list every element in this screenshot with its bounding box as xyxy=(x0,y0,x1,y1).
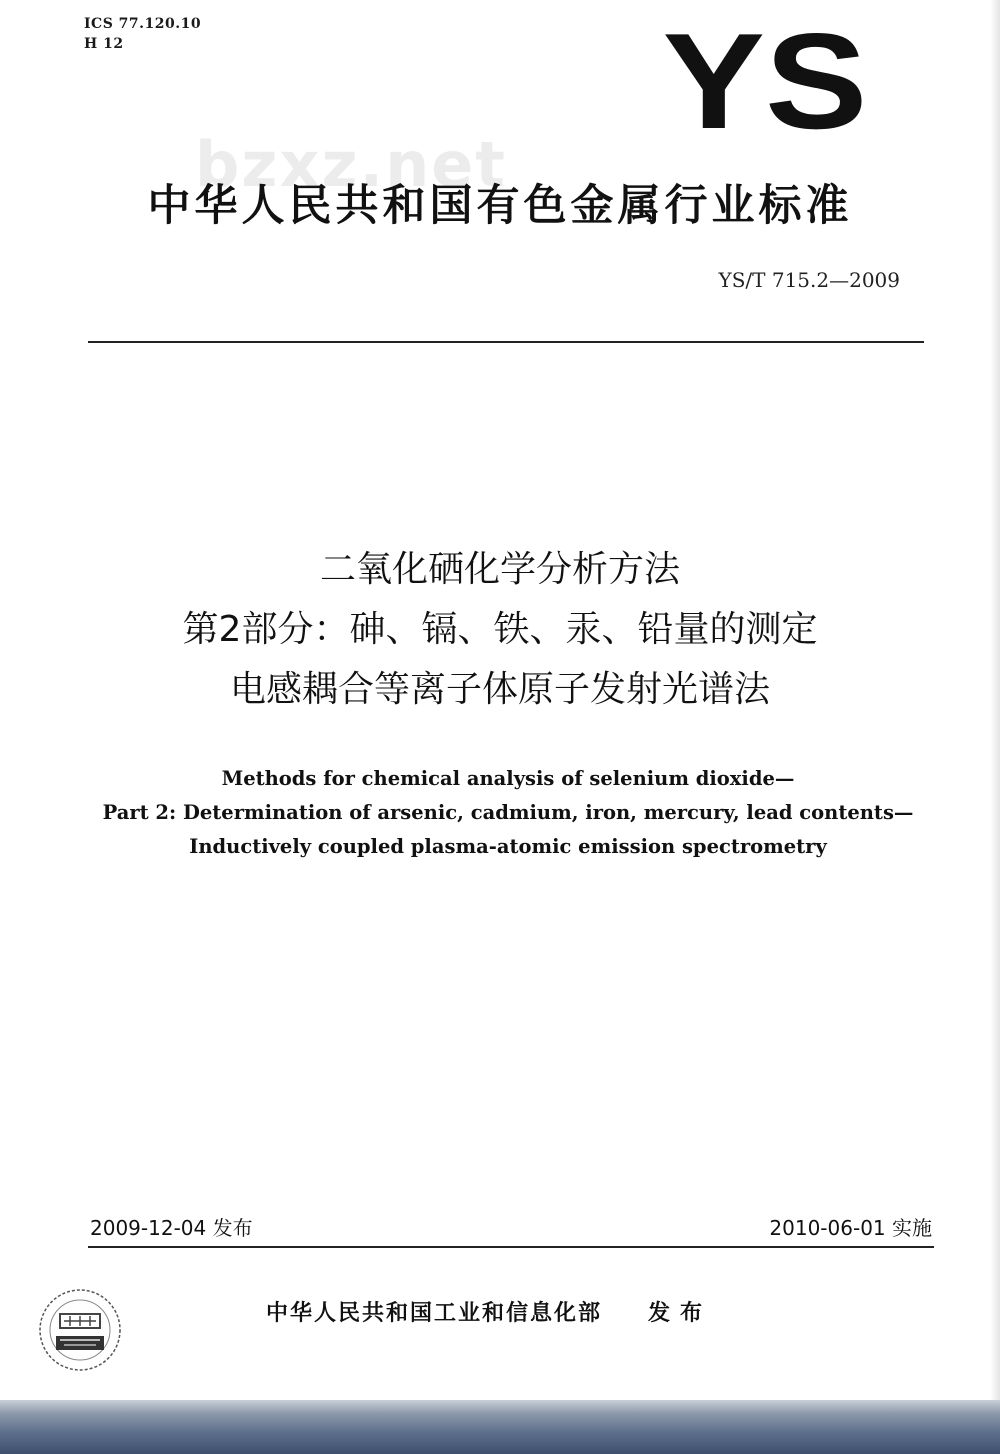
page-edge-shadow xyxy=(990,0,1000,1400)
header-divider xyxy=(88,341,924,343)
publisher-seal-icon xyxy=(34,1284,126,1376)
dates-row xyxy=(90,1212,932,1242)
watermark: bzxz.net xyxy=(195,128,507,201)
viewer-background-band xyxy=(0,1400,1000,1454)
english-title-line-2: Part 2: Determination of arsenic, cadmium, iron, mercury, lead contents— xyxy=(102,801,914,824)
ys-logo xyxy=(660,22,870,137)
standard-code: YS/T 715.2—2009 xyxy=(718,268,900,292)
english-title-line-3: Inductively coupled plasma-atomic emission spectrometry xyxy=(189,835,827,858)
chinese-title-line-1: 二氧化硒化学分析方法 xyxy=(319,549,680,590)
h-code: H 12 xyxy=(84,36,124,52)
issue-date: 2009-12-04 发布 xyxy=(90,1216,253,1240)
publisher-action: 发布 xyxy=(648,1301,713,1326)
publisher-name: 中华人民共和国工业和信息化部 xyxy=(266,1301,603,1326)
ys-logo-text: YS xyxy=(662,22,868,137)
english-title xyxy=(0,762,1000,864)
standard-title: 中华人民共和国有色金属行业标准 xyxy=(147,181,853,231)
english-title-line-1: Methods for chemical analysis of selenium dioxide— xyxy=(221,767,795,790)
implementation-date: 2010-06-01 实施 xyxy=(769,1216,932,1240)
chinese-title-line-2: 第2部分：砷、镉、铁、汞、铅量的测定 xyxy=(182,609,818,650)
dates-divider xyxy=(88,1246,934,1248)
classification-codes xyxy=(84,14,201,54)
ics-code: ICS 77.120.10 xyxy=(84,16,202,32)
chinese-title xyxy=(0,540,1000,720)
publisher xyxy=(266,1296,712,1327)
chinese-title-line-3: 电感耦合等离子体原子发射光谱法 xyxy=(229,669,770,710)
